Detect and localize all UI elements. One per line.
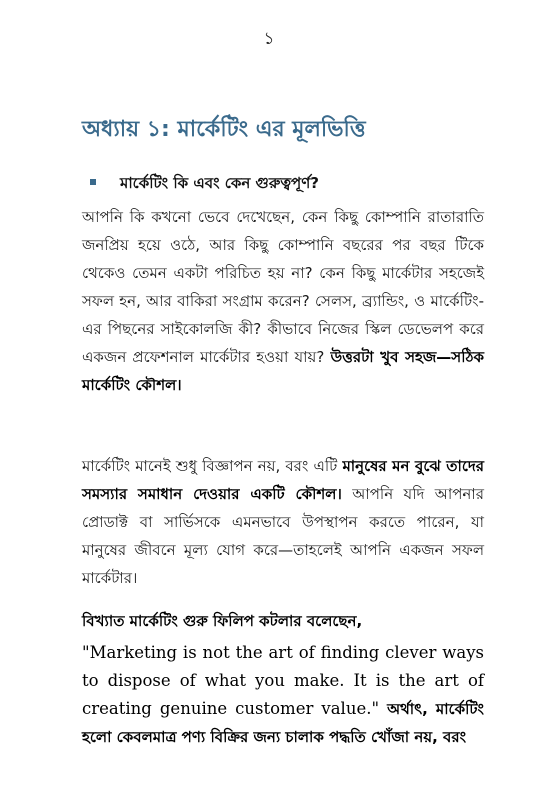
paragraph-intro-text: আপনি কি কখনো ভেবে দেখেছেন, কেন কিছু কোম্পানি রাতারাতি জনপ্রিয় হয়ে ওঠে, আর কিছু কোম্পানি বছরের পর বছর টিকে থেকেও তেমন একটা পরিচিত হয় না? কেন কিছু মার্কেটার সহজেই সফল হন, আর বাকিরা সংগ্রাম করেন? সেলস, ব্র্যান্ডিং, ও মার্কেটিং-এর পিছনের সাইকোলজি কী? কীভাবে নিজের স্কিল ডেভেলপ করে একজন প্রফেশনাল মার্কেটার হওয়া যায়?: [82, 208, 484, 366]
page-number: ১: [263, 29, 275, 49]
paragraph-definition-rest: আপনি যদি আপনার প্রোডাক্ট বা সার্ভিসকে এমনভাবে উপস্থাপন করতে পারেন, যা মানুষের জীবনে মূল্য যোগ করে—তাহলেই আপনি একজন সফল মার্কেটার।: [82, 485, 484, 587]
section-subheading: [90, 172, 490, 197]
paragraph-definition-lead: মার্কেটিং মানেই শুধু বিজ্ঞাপন নয়, বরং এটি: [82, 457, 338, 475]
quote-block: [82, 639, 484, 751]
paragraph-definition-bold: মানুষের মন বুঝে তাদের সমস্যার সমাধান দেওয়ার একটি কৌশল।: [82, 457, 485, 503]
paragraph-intro-bold: উত্তরটা খুব সহজ—সঠিক মার্কেটিং কৌশল।: [82, 348, 484, 394]
subheading-text: মার্কেটিং কি এবং কেন গুরুত্বপূর্ণ?: [120, 174, 319, 192]
chapter-title: অধ্যায় ১: মার্কেটিং এর মূলভিত্তি: [82, 117, 366, 142]
paragraph-definition: [82, 452, 484, 592]
quote-english: "Marketing is not the art of finding clever ways to dispose of what you make. It is the art of creating genuine customer value.": [82, 643, 484, 718]
quote-intro: বিখ্যাত মার্কেটিং গুরু ফিলিপ কটলার বলেছেন,: [82, 612, 363, 630]
bullet-icon: [90, 179, 96, 185]
quote-bengali: অর্থাৎ, মার্কেটিং হলো কেবলমাত্র পণ্য বিক্রির জন্য চালাক পদ্ধতি খোঁজা নয়, বরং: [82, 700, 484, 746]
paragraph-intro: [82, 203, 484, 399]
